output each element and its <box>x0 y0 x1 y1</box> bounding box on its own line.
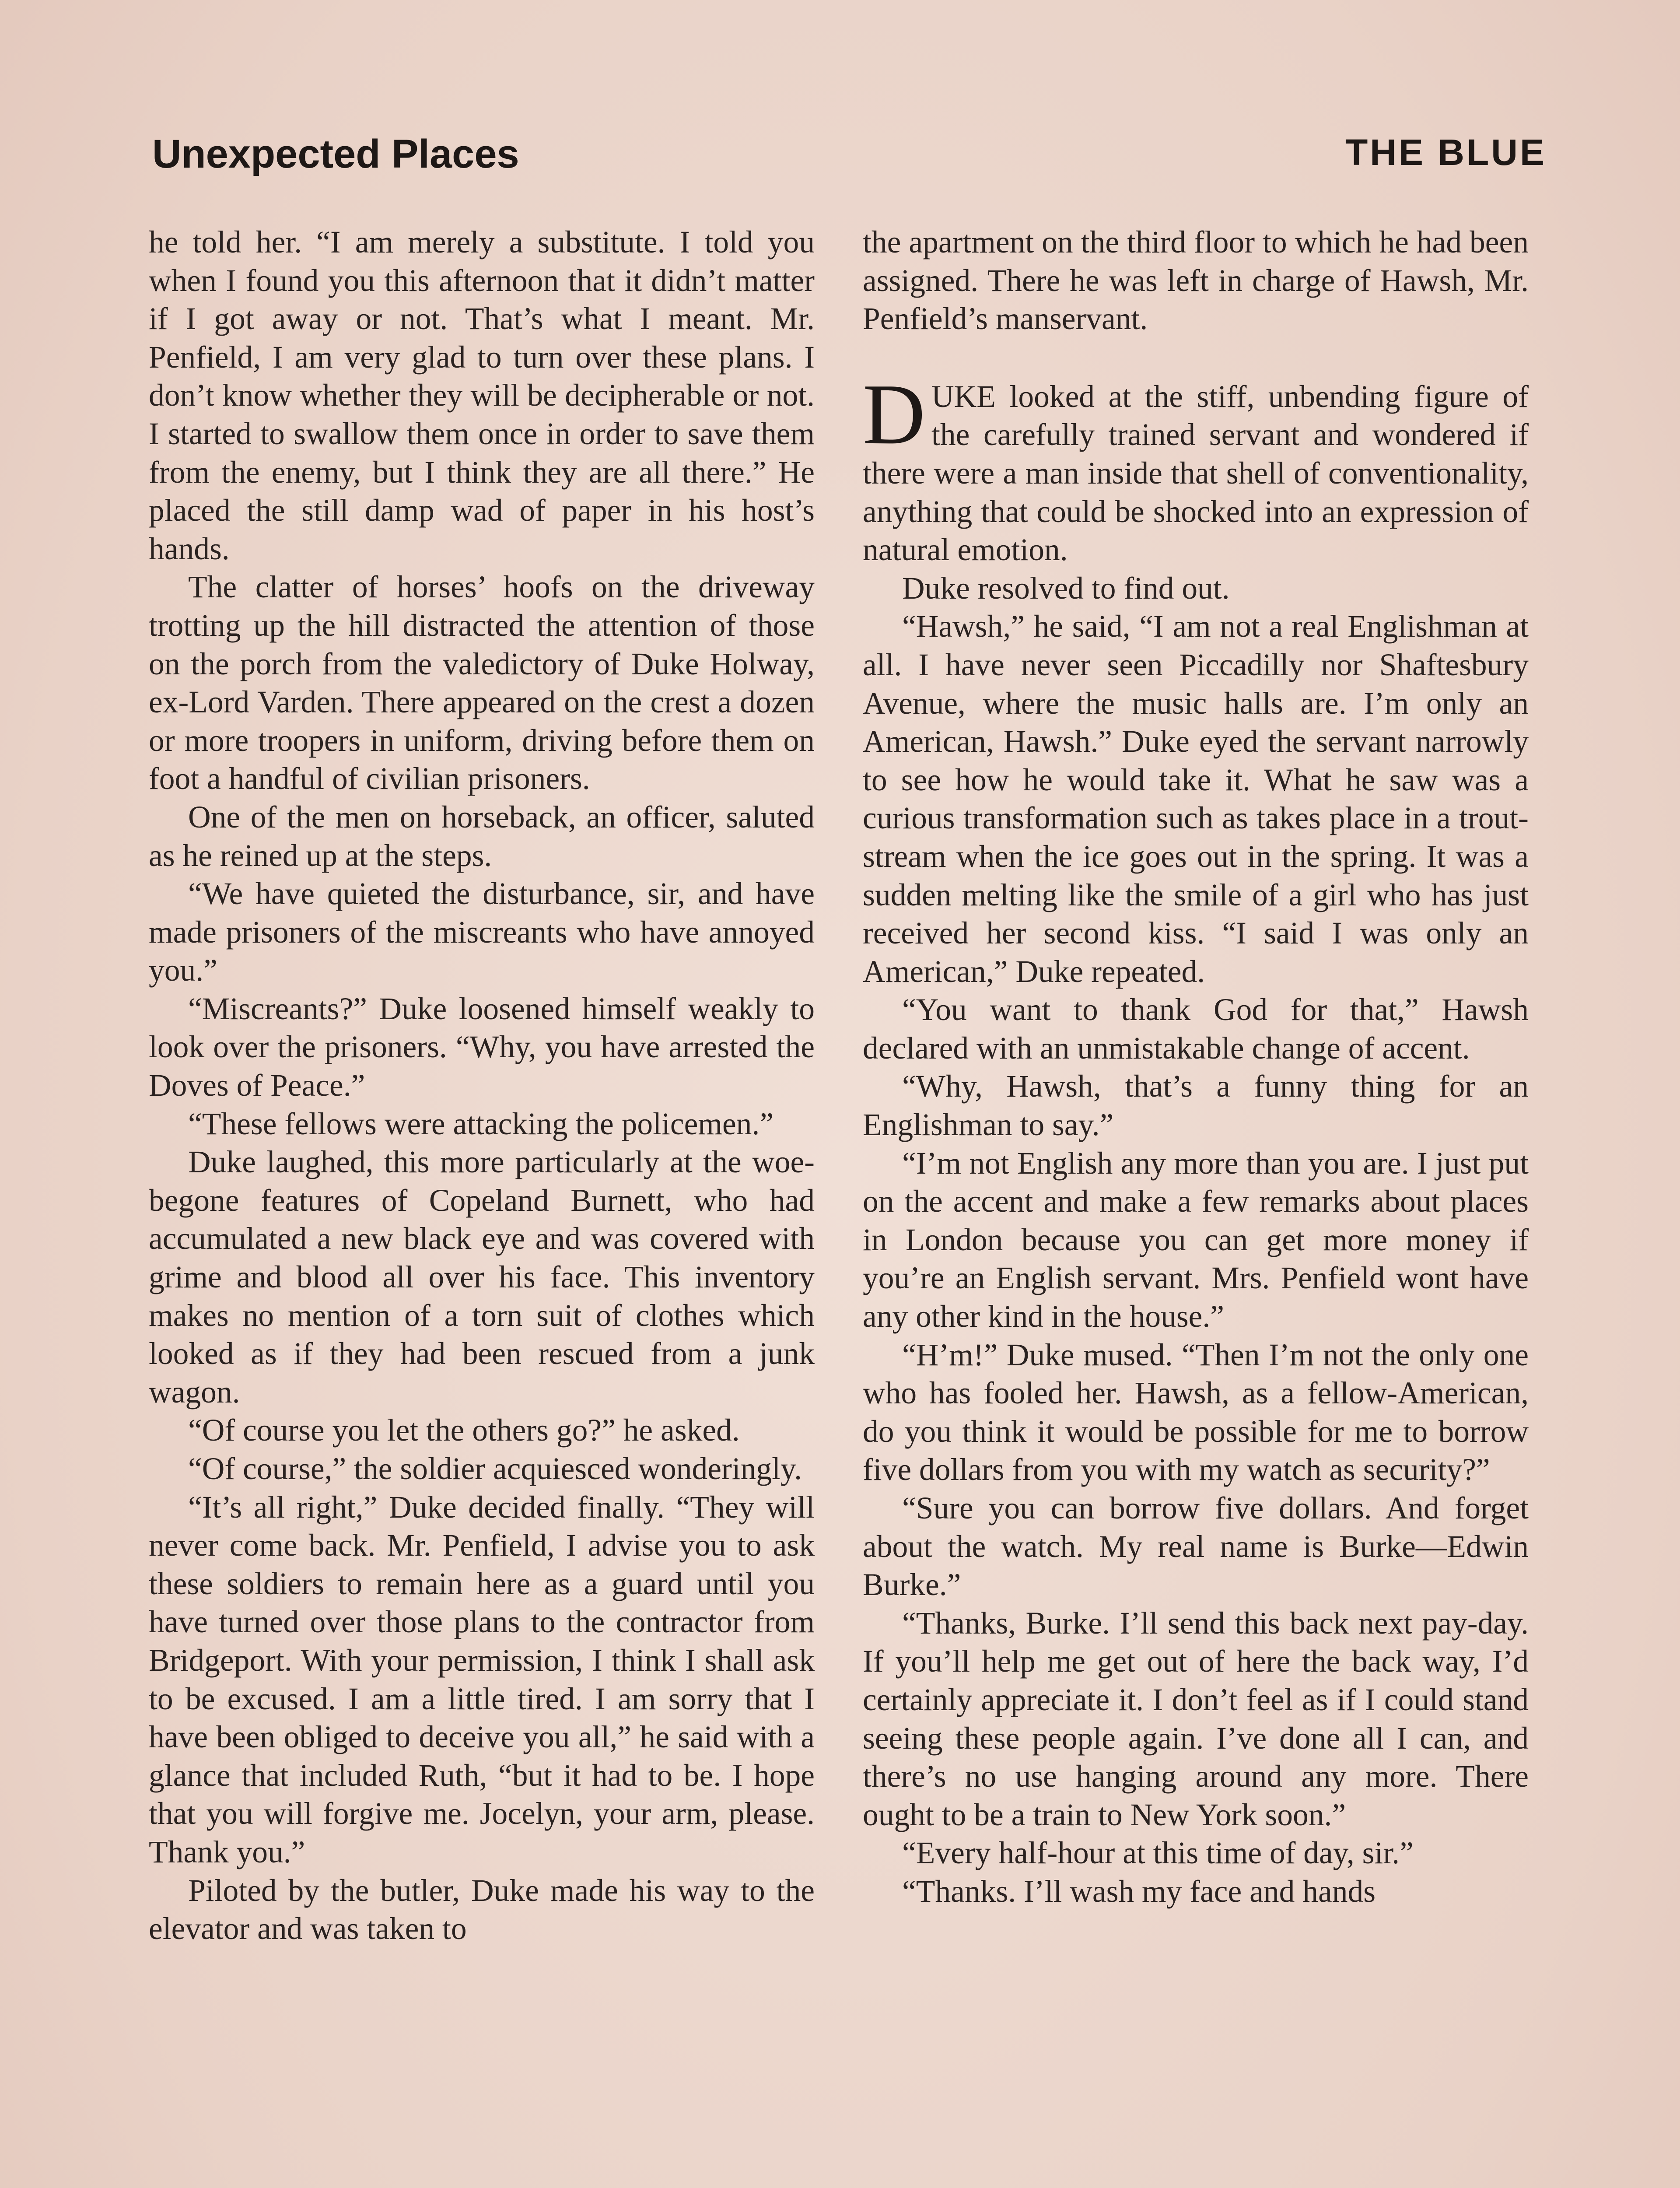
paragraph: “Sure you can borrow five dollars. And forget about the watch. My real name is Burke—Edwin Burke.” <box>863 1491 1529 1602</box>
paragraph: “You want to thank God for that,” Hawsh declared with an unmistakable change of accent. <box>863 992 1529 1066</box>
paragraph: “These fellows were attacking the policemen.” <box>188 1106 774 1141</box>
paragraph: “Hawsh,” he said, “I am not a real Englishman at all. I have never seen Piccadilly nor Shaftesbury Avenue, where the music halls are. I’m only an American, Hawsh.” Duke eyed the servant narrowly to see how he would take it. What he saw was a curious transformation such as takes place in a trout-stream when the ice goes out in the spring. It was a sudden melting like the smile of a girl who has just received her second kiss. “I said I was only an American,” Duke repeated. <box>863 609 1529 989</box>
paragraph: he told her. “I am merely a substitute. I told you when I found you this afternoon that it didn’t matter if I got away or not. That’s what I meant. Mr. Penfield, I am very glad to turn over these plans. I don’t know whether they will be decipherable or not. I started to swallow them once in order to save them from the enemy, but I think they are all there.” He placed the still damp wad of paper in his host’s hands. <box>149 225 815 566</box>
magazine-name: THE BLUE <box>1345 132 1547 173</box>
paragraph: “We have quieted the disturbance, sir, and have made prisoners of the miscreants who have annoyed you.” <box>149 877 815 988</box>
paragraph: “Why, Hawsh, that’s a funny thing for an Englishman to say.” <box>863 1069 1529 1143</box>
paragraph: Duke laughed, this more particularly at the woe-begone features of Copeland Burnett, who had accumulated a new black eye and was covered with grime and blood all over his face. This inventory makes no mention of a torn suit of clothes which looked as if they had been rescued from a junk wagon. <box>149 1145 815 1410</box>
paragraph: Duke resolved to find out. <box>902 571 1230 606</box>
paragraph: “H’m!” Duke mused. “Then I’m not the only one who has fooled her. Hawsh, as a fellow-American, do you think it would be possible for me to borrow five dollars from you with my watch as security?” <box>863 1337 1529 1487</box>
paragraph: “Thanks. I’ll wash my face and hands <box>902 1874 1376 1909</box>
paragraph: “Miscreants?” Duke loosened himself weakly to look over the prisoners. “Why, you have arrested the Doves of Peace.” <box>149 991 815 1103</box>
paragraph-text: UKE looked at the stiff, unbending figure of the carefully trained servant and wondered if there were a man inside that shell of conventionality, anything that could be shocked into an expression of natural emotion. <box>863 379 1529 568</box>
running-head-title: Unexpected Places <box>152 132 519 176</box>
paragraph: “Of course,” the soldier acquiesced wonderingly. <box>188 1452 802 1486</box>
paragraph: “Of course you let the others go?” he asked. <box>188 1413 740 1448</box>
left-column <box>149 223 815 1948</box>
paragraph: Piloted by the butler, Duke made his way to the elevator and was taken to <box>149 1873 815 1946</box>
paragraph: One of the men on horseback, an officer, saluted as he reined up at the steps. <box>149 799 815 873</box>
drop-cap: D <box>863 366 925 462</box>
paragraph: The clatter of horses’ hoofs on the driveway trotting up the hill distracted the attention of those on the porch from the valedictory of Duke Holway, ex-Lord Varden. There appeared on the crest a dozen or more troopers in uniform, driving before them on foot a handful of civilian prisoners. <box>149 570 815 796</box>
paragraph: “Thanks, Burke. I’ll send this back next pay-day. If you’ll help me get out of here the back way, I’d certainly appreciate it. I don’t feel as if I could stand seeing these people again. I’ve done all I can, and there’s no use hanging around any more. There ought to be a train to New York soon.” <box>863 1606 1529 1832</box>
paragraph: “I’m not English any more than you are. I just put on the accent and make a few remarks about places in London because you can get more money if you’re an English servant. Mrs. Penfield wont have any other kind in the house.” <box>863 1146 1529 1334</box>
section-opening-paragraph <box>863 366 1529 569</box>
paragraph: “Every half-hour at this time of day, sir.” <box>902 1836 1414 1871</box>
right-column <box>863 223 1529 1911</box>
paragraph: “It’s all right,” Duke decided finally. “They will never come back. Mr. Penfield, I advise you to ask these soldiers to remain here as a guard until you have turned over those plans to the contractor from Bridgeport. With your permission, I think I shall ask to be excused. I am a little tired. I am sorry that I have been obliged to deceive you all,” he said with a glance that included Ruth, “but it had to be. I hope that you will forgive me. Jocelyn, your arm, please. Thank you.” <box>149 1490 815 1869</box>
paragraph: the apartment on the third floor to which he had been assigned. There he was left in charge of Hawsh, Mr. Penfield’s manservant. <box>863 225 1529 337</box>
